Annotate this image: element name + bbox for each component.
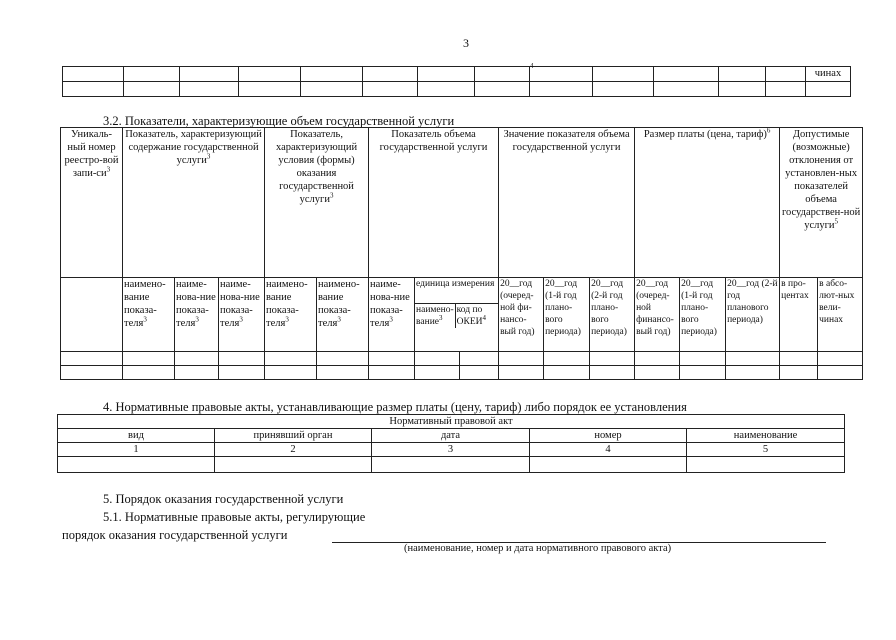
- value-year-next: 20__год (очеред-ной фи-нансо-вый год): [499, 278, 544, 352]
- acts-num-2: 2: [215, 443, 372, 457]
- section-5-1-heading: 5.1. Нормативные правовые акты, регулирующие: [103, 510, 366, 524]
- value-year-1: 20__год (1-й год плано-вого периода): [544, 278, 590, 352]
- subheader-empty: [61, 278, 123, 352]
- fill-in-line: [332, 528, 826, 543]
- unit-okei: код по ОКЕИ$^4$: [456, 305, 487, 327]
- fee-year-1: 20__год (1-й год плано-вого периода): [680, 278, 726, 352]
- unit-name: наимено-вание$^3$: [416, 305, 454, 327]
- acts-col-type: вид: [58, 429, 215, 443]
- fee-year-next: 20__год (очеред-ной финансо-вый год): [635, 278, 680, 352]
- acts-table: [57, 414, 845, 473]
- acts-num-1: 1: [58, 443, 215, 457]
- header-indicator-value: Значение показателя объема государственной услуги: [499, 128, 635, 278]
- header-allowed-deviation: Допустимые (возможные) отклонения от установлен-ных показателей объема государствен-ной услуги$^5$: [780, 128, 863, 278]
- acts-col-name: наименование: [687, 429, 845, 443]
- top-table-mark: 4: [530, 62, 534, 70]
- acts-num-5: 5: [687, 443, 845, 457]
- acts-table-title: Нормативный правовой акт: [58, 415, 845, 429]
- subheader-content-name-3: наиме-нова-ние показа-теля$^3$: [219, 278, 265, 352]
- acts-col-number: номер: [530, 429, 687, 443]
- acts-col-authority: принявший орган: [215, 429, 372, 443]
- value-year-2: 20__год (2-й год плано-вого периода): [590, 278, 635, 352]
- subheader-conditions-name-1: наимено-вание показа-теля$^3$: [265, 278, 317, 352]
- subheader-content-name-1: наимено-вание показа-теля$^3$: [123, 278, 175, 352]
- header-volume-indicator: Показатель объема государственной услуги: [369, 128, 499, 278]
- subheader-volume-name: наиме-нова-ние показа-теля$^3$: [369, 278, 415, 352]
- fee-year-2: 20__год (2-й год планового периода): [726, 278, 780, 352]
- acts-num-3: 3: [372, 443, 530, 457]
- volume-table: [60, 127, 863, 380]
- page-number: 3: [463, 36, 469, 50]
- header-unique-number: Уникаль-ный номер реестро-вой запи-$си^3$: [61, 128, 123, 278]
- section-5-heading: 5. Порядок оказания государственной услуги: [103, 492, 344, 506]
- fill-in-note: (наименование, номер и дата нормативного правового акта): [404, 543, 672, 554]
- header-conditions-indicator: Показатель, характеризующий условия (формы) оказания государственной услуги$^3$: [265, 128, 369, 278]
- unit-label: единица измерения: [415, 278, 498, 304]
- section-5-1-continuation: порядок оказания государственной услуги: [62, 528, 288, 542]
- section-3-2-heading: 3.2. Показатели, характеризующие объем государственной услуги: [103, 114, 455, 128]
- top-table-last-cell: чинах: [806, 67, 851, 82]
- subheader-conditions-name-2: наимено-вание показа-теля$^3$: [317, 278, 369, 352]
- section-4-heading: 4. Нормативные правовые акты, устанавливающие размер платы (цену, тариф) либо порядок ее установления: [103, 400, 687, 414]
- subheader-content-name-2: наиме-нова-ние показа-теля$^3$: [175, 278, 219, 352]
- header-content-indicator: Показатель, характеризующий содержание государственной услуги$^3$: [123, 128, 265, 278]
- top-table: [62, 66, 851, 97]
- header-fee-size: Размер платы (цена, тариф)$^6$: [635, 128, 780, 278]
- subheader-unit: [415, 278, 499, 352]
- acts-col-date: дата: [372, 429, 530, 443]
- deviation-percent: в про-центах: [780, 278, 818, 352]
- deviation-absolute: в абсо-лют-ных вели-чинах: [818, 278, 863, 352]
- acts-num-4: 4: [530, 443, 687, 457]
